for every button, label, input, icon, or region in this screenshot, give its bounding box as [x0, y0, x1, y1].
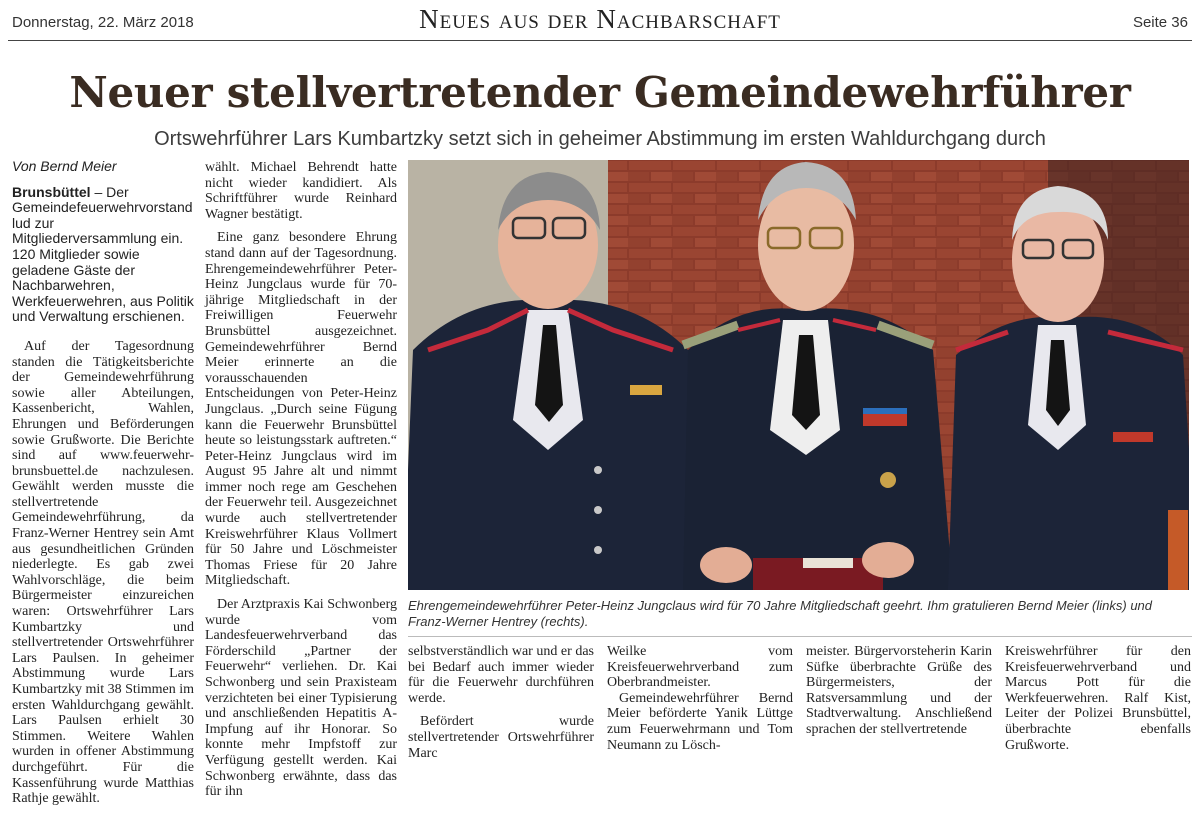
paragraph: Gemeindewehrführer Bernd Meier beförderte Yanik Lüttge zum Feuerwehrmann und Tom Neumann zu Lösch-: [607, 690, 793, 753]
article-column-1: [12, 159, 194, 815]
paragraph: Kreiswehrführer für den Kreisfeuerwehrverband und Marcus Pott für die Werkfeuerwehren. Ralf Kist, Leiter der Polizei Brunsbüttel, überbrachte ebenfalls Grußworte.: [1005, 644, 1191, 753]
paragraph: wählt. Michael Behrendt hatte nicht wieder kandidiert. Als Schriftführer wurde Reinhard Wagner bestätigt.: [205, 160, 397, 222]
paragraph: Eine ganz besondere Ehrung stand dann auf der Tagesordnung. Ehrengemeindewehrführer Peter-Heinz Jungclaus wurde für 70-jährige Mitgliedschaft in der Freiwilligen Feuerwehr Brunsbüttel ausgezeichnet. Gemeindewehrführer Bernd Meier erinnerte an die vorausschauenden Entscheidungen von Peter-Heinz Jungclaus. „Durch seine Fügung kann die Feuerwehr Brunsbüttel heute so leistungsstark auftreten.“ Peter-Heinz Jungclaus wird im August 95 Jahre alt und nimmt immer noch rege am Geschehen der Feuerwehr teil. Ausgezeichnet wurde auch stellvertretender Kreiswehrführer Klaus Vollmert für 50 Jahre und Löschmeister Thomas Friese für 20 Jahre Mitgliedschaft.: [205, 230, 397, 589]
caption-rule: [408, 636, 1192, 637]
byline: Von Bernd Meier: [12, 158, 117, 174]
article-column-3: [408, 644, 594, 769]
article-photo: [408, 160, 1189, 590]
lead-paragraph: [12, 185, 194, 325]
article-column-6: [1005, 644, 1191, 761]
paragraph: Weilke vom Kreisfeuerwehrverband zum Oberbrandmeister.: [607, 644, 793, 691]
subheadline: Ortswehrführer Lars Kumbartzky setzt sich in geheimer Abstimmung im ersten Wahldurchgang durch: [154, 128, 1046, 150]
dateline-place: Brunsbüttel: [12, 183, 91, 200]
photo-illustration: [408, 160, 1189, 590]
header-rule: [8, 40, 1192, 41]
article-column-4: [607, 644, 793, 761]
page-number: Seite 36: [1132, 14, 1188, 31]
photo-caption: Ehrengemeindewehrführer Peter-Heinz Jungclaus wird für 70 Jahre Mitgliedschaft geehrt. Ihm gratulieren Bernd Meier (links) und Franz-Werner Hentrey (rechts).: [408, 598, 1153, 629]
article-column-2: [205, 160, 397, 808]
paragraph: selbstverständlich war und er das bei Bedarf auch immer wieder für die Feuerwehr durchführen werde.: [408, 644, 594, 706]
lead-text: – Der Gemeindefeuerwehrvorstand lud zur Mitgliederversammlung ein. 120 Mitglieder sowie geladene Gäste der Nachbarwehren, Werkfeuerwehren, aus Politik und Verwaltung erschienen.: [12, 183, 194, 325]
article-column-5: [806, 644, 992, 746]
issue-date: Donnerstag, 22. März 2018: [12, 14, 194, 31]
headline: Neuer stellvertretender Gemeindewehrführer: [69, 68, 1131, 117]
paragraph: meister. Bürgervorsteherin Karin Süfke überbrachte Grüße des Bürgermeisters, der Ratsversammlung und der Stadtverwaltung. Anschließend sprachen der stellvertretende: [806, 644, 992, 737]
section-title: Neues aus der Nachbarschaft: [419, 4, 781, 34]
paragraph: Auf der Tagesordnung standen die Tätigkeitsberichte der Gemeindewehrführung sowie aller Abteilungen, Kassenbericht, Wahlen, Ehrungen und Beförderungen sowie Grußworte. Die Berichte sind auf www.feuerwehr-brunsbuettel.de nachzulesen. Gewählt werden musste die stellvertretende Gemeindewehrführung, da Franz-Werner Hentrey sein Amt aus gesundheitlichen Gründen niederlegte. Es gab zwei Wahlvorschläge, die beim Bürgermeister einzureichen waren: Ortswehrführer Lars Kumbartzky und stellvertretender Ortswehrführer Lars Paulsen. In geheimer Abstimmung wurde Lars Kumbartzky mit 38 Stimmen im ersten Wahldurchgang gewählt. Lars Paulsen erhielt 30 Stimmen. Weitere Wahlen wurden in offener Abstimmung durchgeführt. Für die Kassenführung wurde Matthias Rathje gewählt.: [12, 338, 194, 807]
paragraph: Befördert wurde stellvertretender Ortswehrführer Marc: [408, 714, 594, 761]
paragraph: Der Arztpraxis Kai Schwonberg wurde vom Landesfeuerwehrverband das Förderschild „Partner der Feuerwehr“ verliehen. Dr. Kai Schwonberg und sein Praxisteam verzichteten bei einer Typisierung und anschließenden Hepatitis A-Impfung auf ihr Honorar. So konnte mehr Impfstoff zur Verfügung gestellt werden. Kai Schwonberg erwähnte, dass das für ihn: [205, 597, 397, 800]
